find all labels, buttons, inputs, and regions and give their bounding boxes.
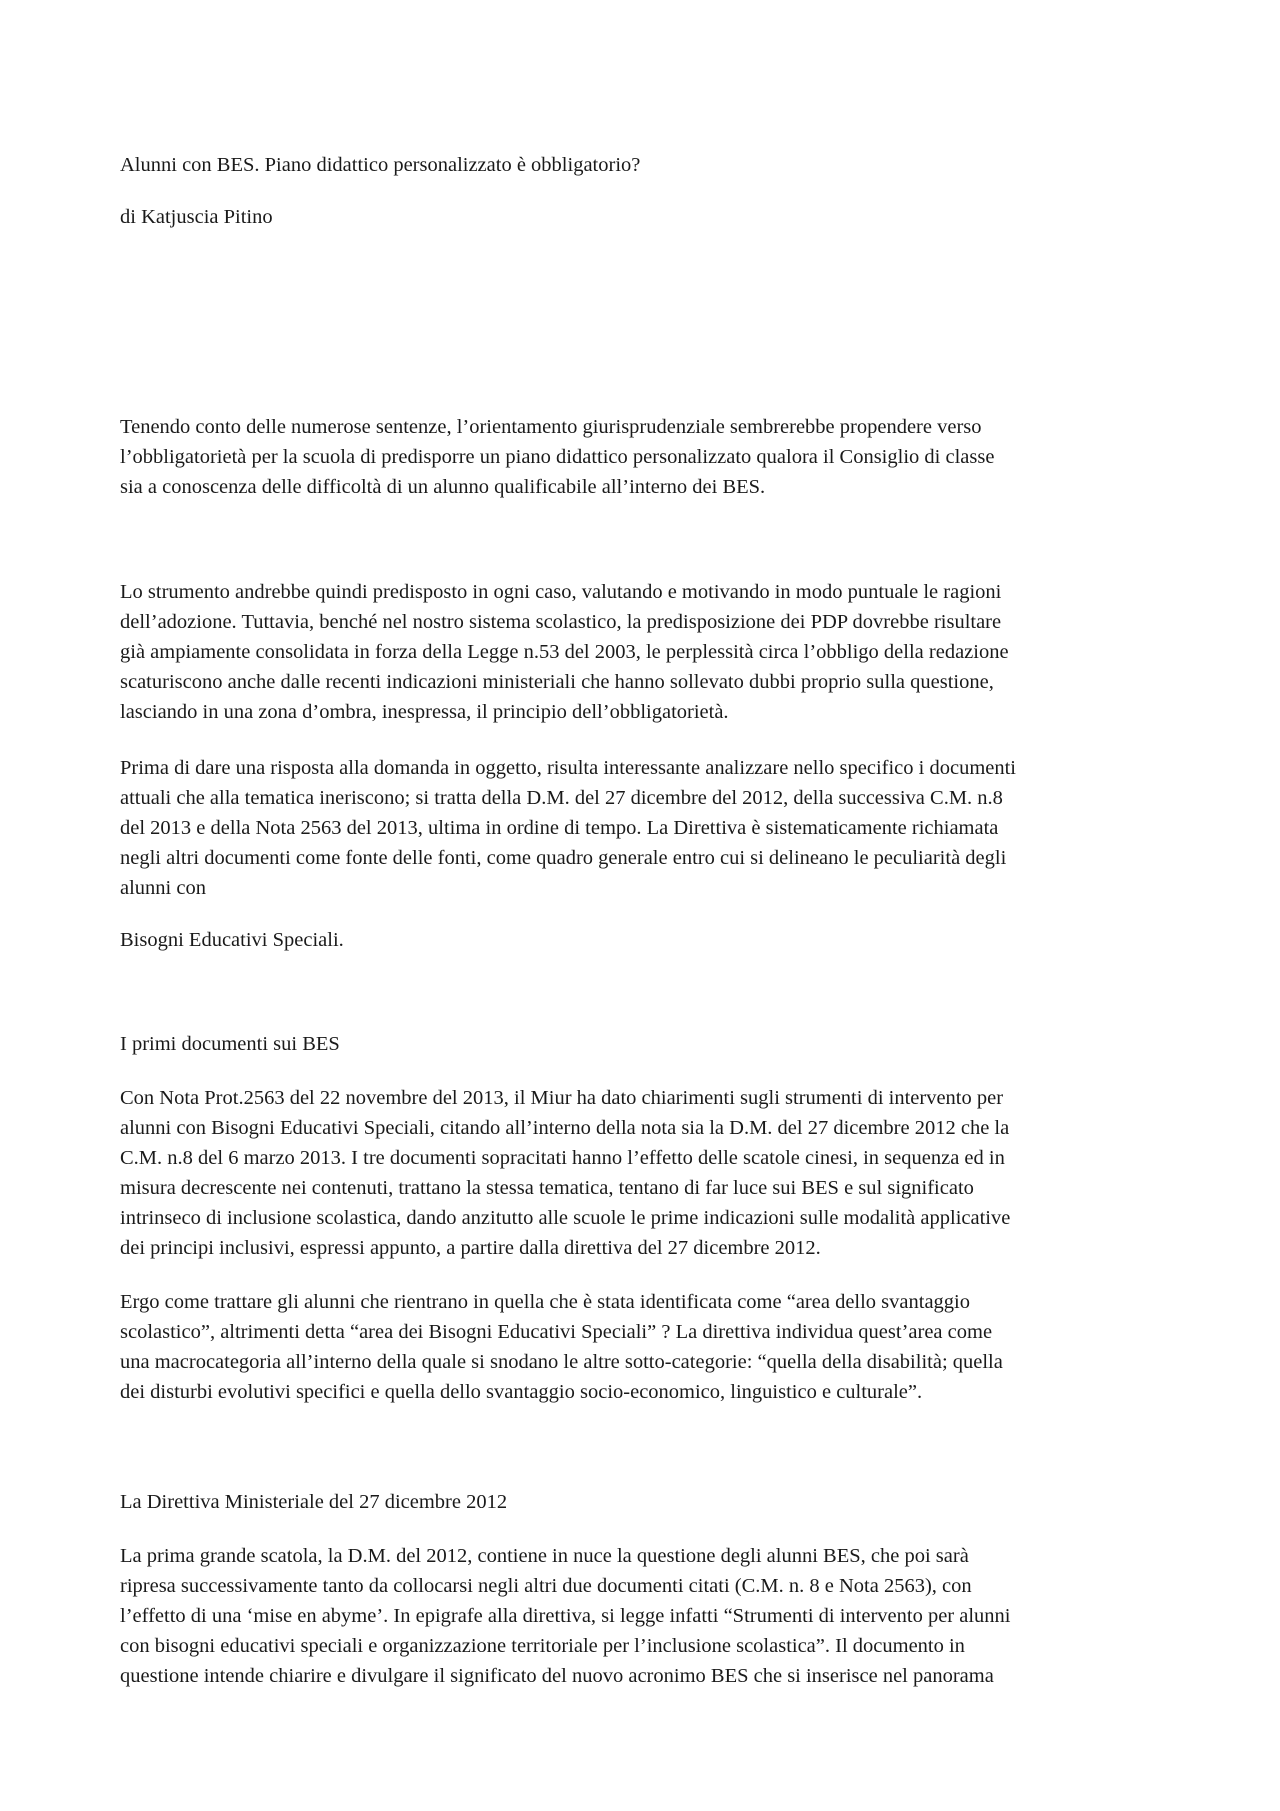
paragraph-strumento: Lo strumento andrebbe quindi predisposto in ogni caso, valutando e motivando in modo puntuale le ragioni dell’adozione. Tuttavia, benché nel nostro sistema scolastico, la predisposizione dei PDP dovrebbe risultare già ampiamente consolidata in forza della Legge n.53 del 2003, le perplessità circa l’obbligo della redazione scaturiscono anche dalle recenti indicazioni ministeriali che hanno sollevato dubbi proprio sulla questione, lasciando in una zona d’ombra, inespressa, il principio dell’obbligatorietà. xyxy=(120,581,1009,723)
section-heading-direttiva: La Direttiva Ministeriale del 27 dicembre 2012 xyxy=(120,1491,508,1513)
document-author: di Katjuscia Pitino xyxy=(120,206,273,228)
paragraph-prima-scatola: La prima grande scatola, la D.M. del 2012, contiene in nuce la questione degli alunni BES, che poi sarà ripresa successivamente tanto da collocarsi negli altri due documenti citati (C.M. n. 8 e Nota 2563), con l’effetto di una ‘mise en abyme’. In epigrafe alla direttiva, si legge infatti “Strumenti di intervento per alunni con bisogni educativi speciali e organizzazione territoriale per l’inclusione scolastica”. Il documento in questione intende chiarire e divulgare il significato del nuovo acronimo BES che si inserisce nel panorama xyxy=(120,1545,1011,1687)
paragraph-documenti: Prima di dare una risposta alla domanda in oggetto, risulta interessante analizzare nello specifico i documenti attuali che alla tematica ineriscono; si tratta della D.M. del 27 dicembre del 2012, della successiva C.M. n.8 del 2013 e della Nota 2563 del 2013, ultima in ordine di tempo. La Direttiva è sistematicamente richiamata negli altri documenti come fonte delle fonti, come quadro generale entro cui si delineano le peculiarità degli alunni con xyxy=(120,757,1017,899)
paragraph-nota-prot: Con Nota Prot.2563 del 22 novembre del 2013, il Miur ha dato chiarimenti sugli strumenti di intervento per alunni con Bisogni Educativi Speciali, citando all’interno della nota sia la D.M. del 27 dicembre 2012 che la C.M. n.8 del 6 marzo 2013. I tre documenti sopracitati hanno l’effetto delle scatole cinesi, in sequenza ed in misura decrescente nei contenuti, trattano la stessa tematica, tentano di far luce sui BES e sul significato intrinseco di inclusione scolastica, dando anzitutto alle scuole le prime indicazioni sulle modalità applicative dei principi inclusivi, espressi appunto, a partire dalla direttiva del 27 dicembre 2012. xyxy=(120,1087,1011,1259)
document-title: Alunni con BES. Piano didattico personalizzato è obbligatorio? xyxy=(120,154,641,176)
paragraph-intro: Tenendo conto delle numerose sentenze, l’orientamento giurisprudenziale sembrerebbe propendere verso l’obbligatorietà per la scuola di predisporre un piano didattico personalizzato qualora il Consiglio di classe sia a conoscenza delle difficoltà di un alunno qualificabile all’interno dei BES. xyxy=(120,416,995,498)
section-heading-primi-documenti: I primi documenti sui BES xyxy=(120,1033,340,1055)
paragraph-bisogni: Bisogni Educativi Speciali. xyxy=(120,929,344,951)
paragraph-area-svantaggio: Ergo come trattare gli alunni che rientrano in quella che è stata identificata come “area dello svantaggio scolastico”, altrimenti detta “area dei Bisogni Educativi Speciali” ? La direttiva individua quest’area come una macrocategoria all’interno della quale si snodano le altre sotto-categorie: “quella della disabilità; quella dei disturbi evolutivi specifici e quella dello svantaggio socio-economico, linguistico e culturale”. xyxy=(120,1291,1003,1403)
